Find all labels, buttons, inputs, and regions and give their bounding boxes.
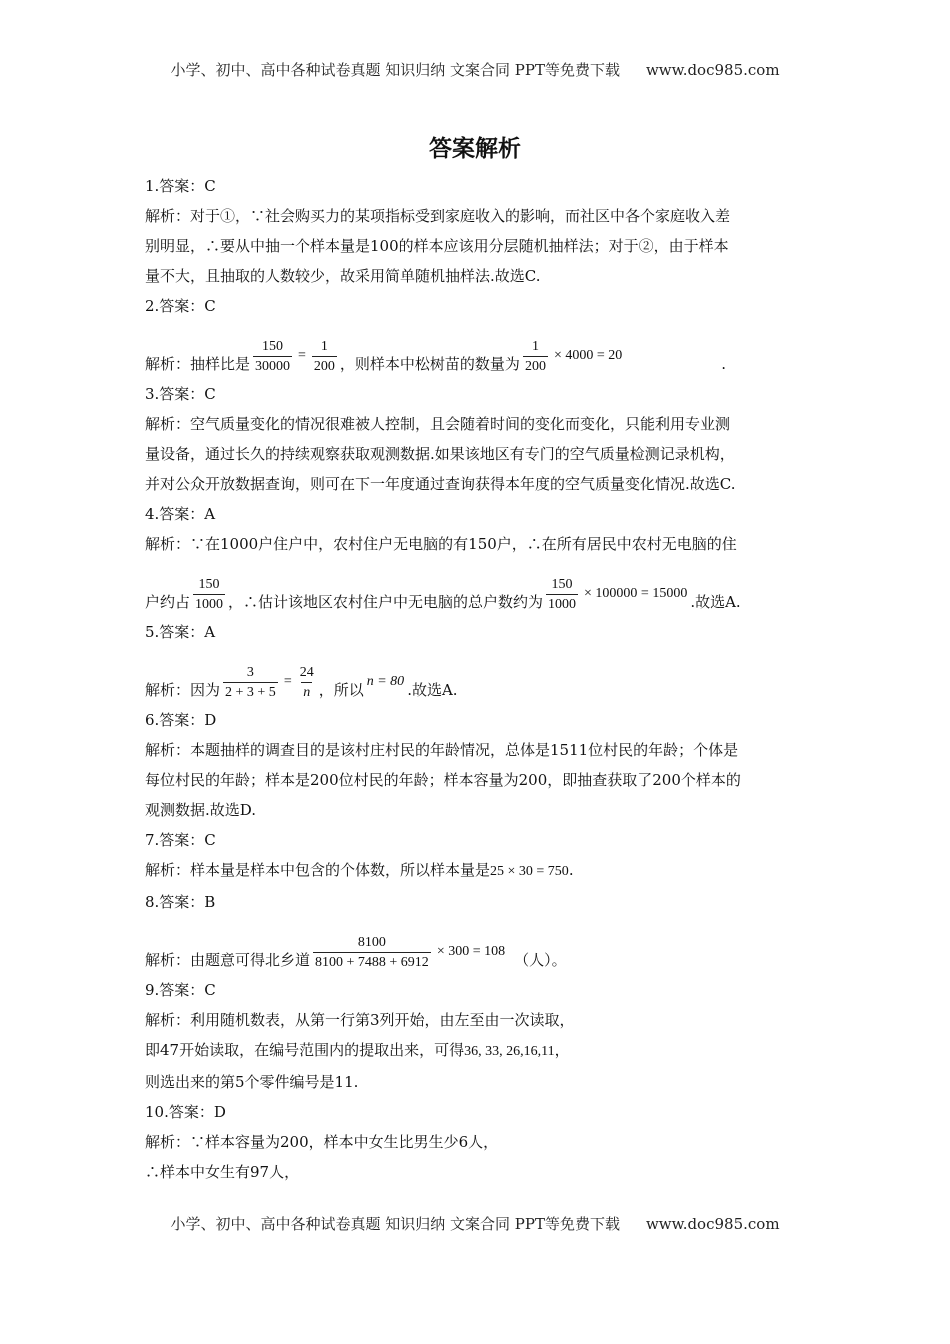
denominator: 30000 xyxy=(253,356,292,375)
q7-text: . xyxy=(568,861,574,879)
q9-answer: 9.答案：C xyxy=(145,981,216,999)
q8-text: （人）。 xyxy=(514,951,567,969)
math-expression: 25 × 30 = 750 xyxy=(490,864,569,879)
q5-text: ，所以 xyxy=(318,681,364,699)
denominator: 8100 + 7488 + 6912 xyxy=(313,952,431,971)
q1-answer: 1.答案：C xyxy=(145,177,216,195)
q2-explanation xyxy=(145,321,810,379)
numerator: 150 xyxy=(198,577,220,592)
q4-text: ，∴估计该地区农村住户中无电脑的总户数约为 xyxy=(228,593,544,611)
math-expression: × 300 = 108 xyxy=(436,944,506,959)
q5-answer: 5.答案：A xyxy=(145,623,216,641)
q8-explanation xyxy=(145,917,810,975)
q5-explanation xyxy=(145,647,810,705)
footer-text: 小学、初中、高中各种试卷真题 知识归纳 文案合同 PPT等免费下载 xyxy=(170,1215,620,1233)
footer-url[interactable]: www.doc985.com xyxy=(645,1215,780,1233)
q2-text: . xyxy=(721,355,727,373)
q7-text: 解析：样本量是样本中包含的个体数，所以样本量是 xyxy=(145,861,491,879)
numerator: 24 xyxy=(299,665,314,680)
q9-text: ， xyxy=(554,1041,570,1059)
denominator: 1000 xyxy=(193,594,225,613)
q4-text: .故选A. xyxy=(690,593,741,611)
q5-text: 解析：因为 xyxy=(145,681,221,699)
q10-line: 解析：∵样本容量为200，样本中女生比男生少6人， xyxy=(145,1133,499,1151)
q1-line: 量不大，且抽取的人数较少，故采用简单随机抽样法.故选C. xyxy=(145,267,541,285)
equals-sign: = xyxy=(298,348,306,363)
q10-answer: 10.答案：D xyxy=(145,1103,226,1121)
q10-line: ∴样本中女生有97人， xyxy=(145,1163,300,1181)
q4-answer: 4.答案：A xyxy=(145,505,216,523)
fraction xyxy=(298,664,316,701)
header-text: 小学、初中、高中各种试卷真题 知识归纳 文案合同 PPT等免费下载 xyxy=(170,61,620,79)
q8-text: 解析：由题意可得北乡道 xyxy=(145,951,311,969)
q9-explanation xyxy=(145,1035,810,1067)
q4-text: 户约占 xyxy=(145,593,191,611)
q1-line: 解析：对于①，∵社会购买力的某项指标受到家庭收入的影响，而社区中各个家庭收入差 xyxy=(145,207,731,225)
q9-text: 即47开始读取，在编号范围内的提取出来，可得 xyxy=(145,1041,465,1059)
math-expression: 36, 33, 26,16,11 xyxy=(464,1044,555,1059)
q7-answer: 7.答案：C xyxy=(145,831,216,849)
numerator: 8100 xyxy=(357,935,386,950)
page-title: 答案解析 xyxy=(429,136,521,162)
page-footer xyxy=(0,1213,950,1234)
numerator: 1 xyxy=(531,339,539,354)
math-expression: × 100000 = 15000 xyxy=(584,586,688,601)
fraction xyxy=(313,934,431,971)
equals-sign: = xyxy=(283,674,292,689)
fraction xyxy=(312,338,337,375)
fraction xyxy=(523,338,548,375)
denominator: 1000 xyxy=(546,594,578,613)
q6-answer: 6.答案：D xyxy=(145,711,217,729)
q2-answer: 2.答案：C xyxy=(145,297,216,315)
fraction xyxy=(546,576,578,613)
q3-answer: 3.答案：C xyxy=(145,385,216,403)
header-url[interactable]: www.doc985.com xyxy=(645,61,780,79)
denominator: 200 xyxy=(523,356,548,375)
q6-line: 每位村民的年龄；样本是200位村民的年龄；样本容量为200，即抽查获取了200个样本的 xyxy=(145,771,741,789)
q3-line: 量设备，通过长久的持续观察获取观测数据.如果该地区有专门的空气质量检测记录机构， xyxy=(145,445,735,463)
q3-line: 并对公众开放数据查询，则可在下一年度通过查询获得本年度的空气质量变化情况.故选C. xyxy=(145,475,736,493)
q4-line: 解析：∵在1000户住户中，农村住户无电脑的有150户，∴在所有居民中农村无电脑的住 xyxy=(145,535,737,553)
q9-line: 解析：利用随机数表，从第一行第3列开始，由左至由一次读取， xyxy=(145,1011,575,1029)
fraction xyxy=(253,338,292,375)
q2-text: ，则样本中松树苗的数量为 xyxy=(339,355,520,373)
denominator: n xyxy=(301,682,312,701)
numerator: 1 xyxy=(320,339,328,354)
q7-explanation xyxy=(145,855,810,887)
answer-body xyxy=(145,171,810,1187)
q1-line: 别明显，∴要从中抽一个样本量是100的样本应该用分层随机抽样法；对于②，由于样本 xyxy=(145,237,729,255)
q2-text: 解析：抽样比是 xyxy=(145,355,251,373)
q4-explanation xyxy=(145,559,810,617)
q5-text: .故选A. xyxy=(407,681,458,699)
math-expression: n = 80 xyxy=(366,674,405,689)
fraction xyxy=(223,664,278,701)
denominator: 2 + 3 + 5 xyxy=(223,682,278,701)
numerator: 3 xyxy=(246,665,254,680)
q8-answer: 8.答案：B xyxy=(145,893,216,911)
q3-line: 解析：空气质量变化的情况很难被人控制，且会随着时间的变化而变化，只能利用专业测 xyxy=(145,415,731,433)
numerator: 150 xyxy=(551,577,573,592)
denominator: 200 xyxy=(312,356,337,375)
math-expression: × 4000 = 20 xyxy=(553,348,623,363)
q9-line: 则选出来的第5个零件编号是11. xyxy=(145,1073,359,1091)
numerator: 150 xyxy=(262,339,284,354)
fraction xyxy=(193,576,225,613)
q6-line: 观测数据.故选D. xyxy=(145,801,257,819)
q6-line: 解析：本题抽样的调查目的是该村庄村民的年龄情况，总体是1511位村民的年龄；个体是 xyxy=(145,741,739,759)
page-header xyxy=(0,59,950,80)
